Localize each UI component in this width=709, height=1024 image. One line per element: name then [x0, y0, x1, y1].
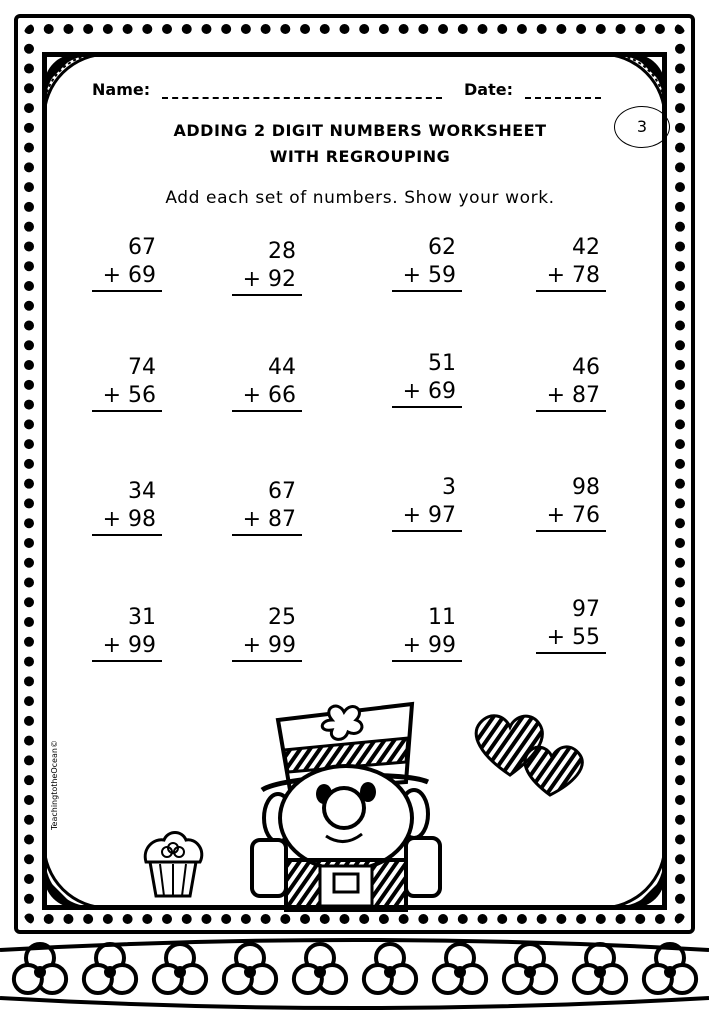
addend-bottom: + 97 [392, 502, 462, 532]
addition-problem [92, 354, 162, 412]
addition-problem [392, 474, 462, 532]
addend-bottom: + 59 [392, 262, 462, 292]
addend-bottom: + 69 [392, 378, 462, 408]
addend-top: 28 [268, 239, 296, 264]
hearts-illustration-icon [470, 705, 600, 805]
addend-bottom: + 99 [232, 632, 302, 662]
addend-bottom: + 99 [92, 632, 162, 662]
addition-problem [232, 478, 302, 536]
addend-top: 31 [128, 605, 156, 630]
addend-bottom: + 55 [536, 624, 606, 654]
addend-top: 34 [128, 479, 156, 504]
addend-top: 42 [572, 235, 600, 260]
addend-top: 51 [428, 351, 456, 376]
addition-problem [392, 234, 462, 292]
addend-bottom: + 78 [536, 262, 606, 292]
addend-top: 67 [268, 479, 296, 504]
instructions: Add each set of numbers. Show your work. [165, 188, 555, 208]
addition-problem [232, 238, 302, 296]
credit-text: TeachingtotheOcean© [50, 740, 59, 830]
addend-top: 46 [572, 355, 600, 380]
addition-problem [536, 354, 606, 412]
worksheet-title [90, 118, 630, 170]
name-line[interactable] [162, 97, 442, 99]
addend-top: 44 [268, 355, 296, 380]
addend-top: 98 [572, 475, 600, 500]
addition-problem [536, 596, 606, 654]
addition-problem [536, 474, 606, 532]
date-label: Date: [464, 80, 513, 99]
addition-problem [232, 354, 302, 412]
name-label: Name: [92, 80, 151, 99]
addition-problem [392, 604, 462, 662]
addend-top: 11 [428, 605, 456, 630]
addend-bottom: + 87 [536, 382, 606, 412]
addend-top: 97 [572, 597, 600, 622]
addend-top: 62 [428, 235, 456, 260]
page-number: 3 [614, 106, 670, 148]
name-field[interactable] [92, 80, 442, 99]
corner-ornament-icon [44, 844, 108, 908]
addend-bottom: + 92 [232, 266, 302, 296]
addition-problem [392, 350, 462, 408]
shamrock-border-icon [0, 920, 709, 1024]
title-line-1: ADDING 2 DIGIT NUMBERS WORKSHEET [173, 121, 547, 140]
addend-bottom: + 56 [92, 382, 162, 412]
addition-problem [92, 478, 162, 536]
addend-top: 25 [268, 605, 296, 630]
date-field[interactable] [464, 80, 601, 99]
addend-bottom: + 99 [392, 632, 462, 662]
addend-bottom: + 69 [92, 262, 162, 292]
date-line[interactable] [525, 97, 601, 99]
addend-bottom: + 87 [232, 506, 302, 536]
addend-bottom: + 98 [92, 506, 162, 536]
addition-problem [536, 234, 606, 292]
addend-top: 67 [128, 235, 156, 260]
addend-top: 74 [128, 355, 156, 380]
cupcake-illustration-icon [138, 820, 208, 900]
title-line-2: WITH REGROUPING [269, 147, 451, 166]
addition-problem [92, 234, 162, 292]
addition-problem [232, 604, 302, 662]
addend-top: 3 [442, 475, 456, 500]
corner-ornament-icon [601, 844, 665, 908]
leprechaun-illustration-icon [222, 690, 468, 912]
addend-bottom: + 76 [536, 502, 606, 532]
addend-bottom: + 66 [232, 382, 302, 412]
addition-problem [92, 604, 162, 662]
